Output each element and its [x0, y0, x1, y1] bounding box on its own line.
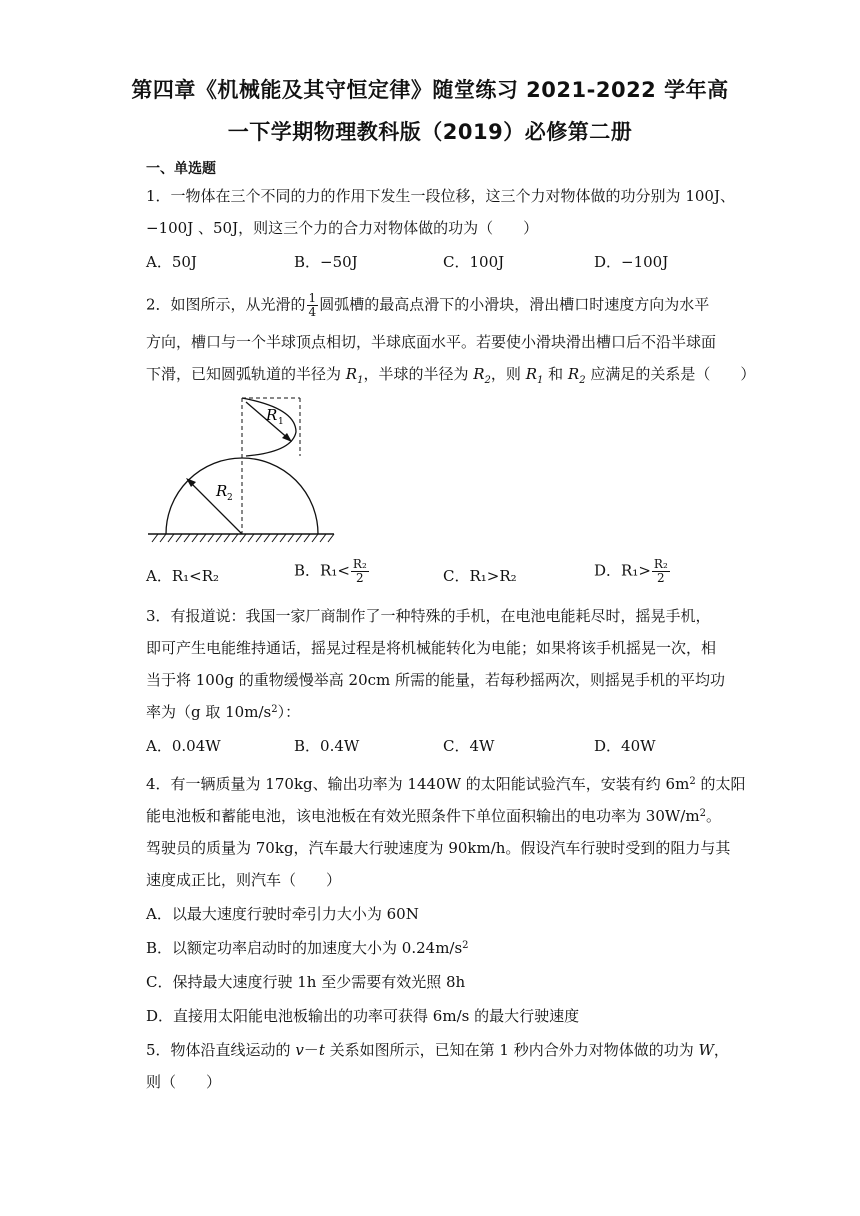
q4-text-line-2 [146, 806, 721, 826]
q1-text-line-2: −100J 、50J，则这三个力的合力对物体做的功为（ ） [146, 219, 539, 237]
q4-l2-superscript: 2 [699, 808, 706, 819]
q1-text-line-1: 1．一物体在三个不同的力的作用下发生一段位移，这三个力对物体做的功分别为 100J、 [146, 187, 735, 205]
fraction-denominator: 2 [356, 571, 364, 585]
q3-option-b: B．0.4W [294, 737, 360, 755]
q2-text-line-2: 方向，槽口与一个半球顶点相切，半球底面水平。若要使小滑块滑出槽口后不沿半球面 [146, 333, 717, 351]
q3-text-line-2: 即可产生电能维持通话，摇晃过程是将机械能转化为电能；如果将该手机摇晃一次，相 [146, 639, 717, 657]
q1-option-d: D．−100J [594, 253, 669, 271]
q4-option-d: D．直接用太阳能电池板输出的功率可获得 6m/s 的最大行驶速度 [146, 1007, 580, 1025]
q5-t-symbol: t [318, 1041, 325, 1059]
q4-text-line-1 [146, 774, 745, 794]
q3-text-line-3: 当于将 100g 的重物缓慢举高 20cm 所需的能量，若每秒摇两次，则摇晃手机的平均功 [146, 671, 726, 689]
q1-option-b: B．−50J [294, 253, 358, 271]
section-heading: 一、单选题 [146, 161, 216, 177]
q3-option-c: C．4W [443, 737, 495, 755]
q4-text-line-3: 驾驶员的质量为 70kg，汽车最大行驶速度为 90km/h。假设汽车行驶时受到的阻力与其 [146, 839, 731, 857]
q2-r2-symbol: R [473, 365, 485, 383]
q5-w-symbol: W [698, 1041, 714, 1059]
q2-l3-part-c: ，则 [490, 365, 526, 383]
q3-text-line-4 [146, 702, 300, 722]
page-title-line-1: 第四章《机械能及其守恒定律》随堂练习 2021-2022 学年高 [131, 78, 729, 102]
page-title-line-2: 一下学期物理教科版（2019）必修第二册 [227, 120, 633, 144]
q4-l1-superscript: 2 [689, 776, 696, 787]
ground-hatching [152, 534, 334, 542]
q4-text-line-4: 速度成正比，则汽车（ ） [146, 871, 342, 889]
q2-r1-subscript: 1 [357, 375, 364, 386]
q2-l3-part-d: 和 [543, 365, 568, 383]
q1-option-c: C．100J [443, 253, 505, 271]
q4-l2-part-a: 能电池板和蓄能电池，该电池板在有效光照条件下单位面积输出的电功率为 30W/m [146, 807, 700, 825]
q4-option-b-superscript: 2 [462, 940, 469, 951]
r2-label-sub: 2 [227, 493, 233, 503]
q2-l3-part-e: 应满足的关系是（ ） [585, 365, 756, 383]
q4-option-b-text: B．以额定功率启动时的加速度大小为 0.24m/s [146, 939, 463, 957]
q2-r2-subscript-2: 2 [579, 375, 586, 386]
q4-option-c: C．保持最大速度行驶 1h 至少需要有效光照 8h [146, 973, 466, 991]
q3-l4-superscript: 2 [271, 704, 278, 715]
q2-r2-subscript: 2 [484, 375, 491, 386]
q2-text-start: 2．如图所示，从光滑的 [146, 295, 306, 314]
fraction-denominator: 2 [657, 571, 665, 585]
q2-text-rest: 圆弧槽的最高点滑下的小滑块，滑出槽口时速度方向为水平 [319, 295, 710, 314]
r1-label-sub: 1 [278, 417, 284, 427]
q2-text-line-3 [146, 364, 755, 391]
r1-label: R [266, 406, 278, 424]
q2-r2-symbol-2: R [567, 365, 580, 383]
q2-option-a: A．R₁<R₂ [146, 567, 220, 585]
q2-text-line-1 [146, 292, 709, 319]
q4-option-b [146, 938, 469, 958]
q3-l4-part-b: ）： [277, 703, 301, 721]
q4-l1-part-b: 的太阳 [695, 775, 746, 793]
q5-l1-part-c: ， [713, 1041, 729, 1059]
q2-option-b-fraction [351, 558, 369, 585]
q3-option-a: A．0.04W [146, 737, 221, 755]
q1-option-a: A．50J [146, 253, 197, 271]
q3-option-d: D．40W [594, 737, 656, 755]
q3-l4-part-a: 率为（g 取 10m/s [146, 703, 272, 721]
q2-figure-diagram [146, 394, 336, 548]
q2-option-d-prefix: D．R₁> [594, 561, 651, 580]
q5-l1-part-b: 关系如图所示，已知在第 1 秒内合外力对物体做的功为 [324, 1041, 699, 1059]
q2-option-b-prefix: B．R₁< [294, 561, 350, 580]
q2-option-d [594, 558, 671, 585]
q2-r1-symbol-2: R [525, 365, 537, 383]
q5-v-symbol: v [295, 1041, 304, 1059]
q3-text-line-1: 3．有报道说：我国一家厂商制作了一种特殊的手机，在电池电能耗尽时，摇晃手机， [146, 607, 711, 625]
r2-label: R [216, 482, 228, 500]
q2-l3-part-b: ，半球的半径为 [363, 365, 474, 383]
fraction-numerator: R₂ [653, 557, 668, 571]
q2-r1-subscript-2: 1 [536, 375, 544, 386]
q2-r1-symbol: R [345, 365, 358, 383]
q5-dash: － [303, 1041, 319, 1059]
q5-text-line-2: 则（ ） [146, 1073, 222, 1091]
q2-quarter-fraction [307, 292, 319, 319]
q4-l1-part-a: 4．有一辆质量为 170kg、输出功率为 1440W 的太阳能试验汽车，安装有约 6m [146, 775, 690, 793]
fraction-denominator: 4 [308, 305, 317, 319]
q4-l2-part-b: 。 [705, 807, 721, 825]
q2-option-c: C．R₁>R₂ [443, 567, 517, 585]
fraction-numerator: R₂ [352, 557, 367, 571]
q2-option-b [294, 558, 370, 585]
q2-l3-part-a: 下滑，已知圆弧轨道的半径为 [146, 365, 346, 383]
q4-option-a: A．以最大速度行驶时牵引力大小为 60N [146, 905, 419, 923]
q5-l1-part-a: 5．物体沿直线运动的 [146, 1041, 296, 1059]
fraction-numerator: 1 [308, 291, 317, 305]
q5-text-line-1 [146, 1040, 729, 1060]
q2-option-d-fraction [652, 558, 670, 585]
